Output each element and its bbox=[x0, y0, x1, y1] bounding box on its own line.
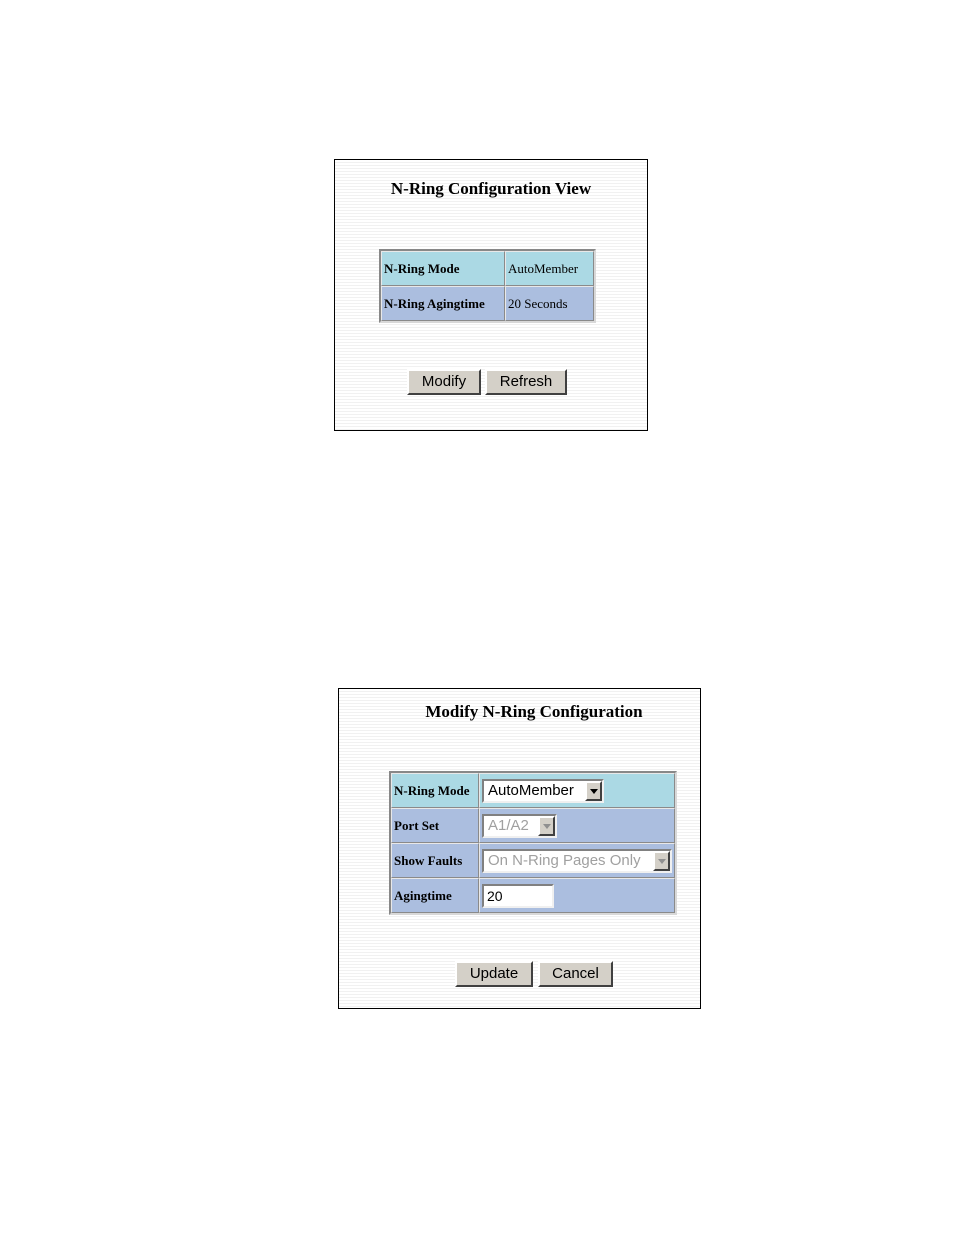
agingtime-label: Agingtime bbox=[391, 878, 479, 913]
chevron-down-icon bbox=[538, 816, 555, 836]
table-row bbox=[391, 878, 675, 913]
update-button[interactable]: Update bbox=[455, 961, 533, 987]
nring-mode-value: AutoMember bbox=[505, 251, 594, 286]
view-panel-title: N-Ring Configuration View bbox=[390, 179, 592, 198]
port-set-select bbox=[482, 814, 557, 838]
nring-mode-selected: AutoMember bbox=[488, 781, 574, 799]
cancel-button[interactable]: Cancel bbox=[538, 961, 613, 987]
agingtime-input[interactable]: 20 bbox=[482, 884, 554, 908]
chevron-down-icon[interactable] bbox=[585, 781, 602, 801]
nring-mode-label: N-Ring Mode bbox=[381, 251, 505, 286]
show-faults-label: Show Faults bbox=[391, 843, 479, 878]
nring-config-view-table bbox=[379, 249, 596, 323]
port-set-label: Port Set bbox=[391, 808, 479, 843]
modify-button[interactable]: Modify bbox=[407, 369, 481, 395]
table-row bbox=[381, 251, 594, 286]
show-faults-selected: On N-Ring Pages Only bbox=[488, 851, 641, 869]
nring-config-view-panel bbox=[334, 159, 648, 431]
nring-mode-label: N-Ring Mode bbox=[391, 773, 479, 808]
port-set-selected: A1/A2 bbox=[488, 816, 529, 834]
chevron-down-icon bbox=[653, 851, 670, 871]
modify-nring-config-table bbox=[389, 771, 677, 915]
show-faults-select bbox=[482, 849, 672, 873]
nring-mode-select[interactable] bbox=[482, 779, 604, 803]
nring-agingtime-value: 20 Seconds bbox=[505, 286, 594, 321]
modify-nring-config-panel bbox=[338, 688, 701, 1009]
table-row bbox=[381, 286, 594, 321]
refresh-button[interactable]: Refresh bbox=[485, 369, 567, 395]
table-row bbox=[391, 843, 675, 878]
table-row bbox=[391, 773, 675, 808]
nring-agingtime-label: N-Ring Agingtime bbox=[381, 286, 505, 321]
table-row bbox=[391, 808, 675, 843]
modify-panel-title: Modify N-Ring Configuration bbox=[425, 702, 643, 721]
